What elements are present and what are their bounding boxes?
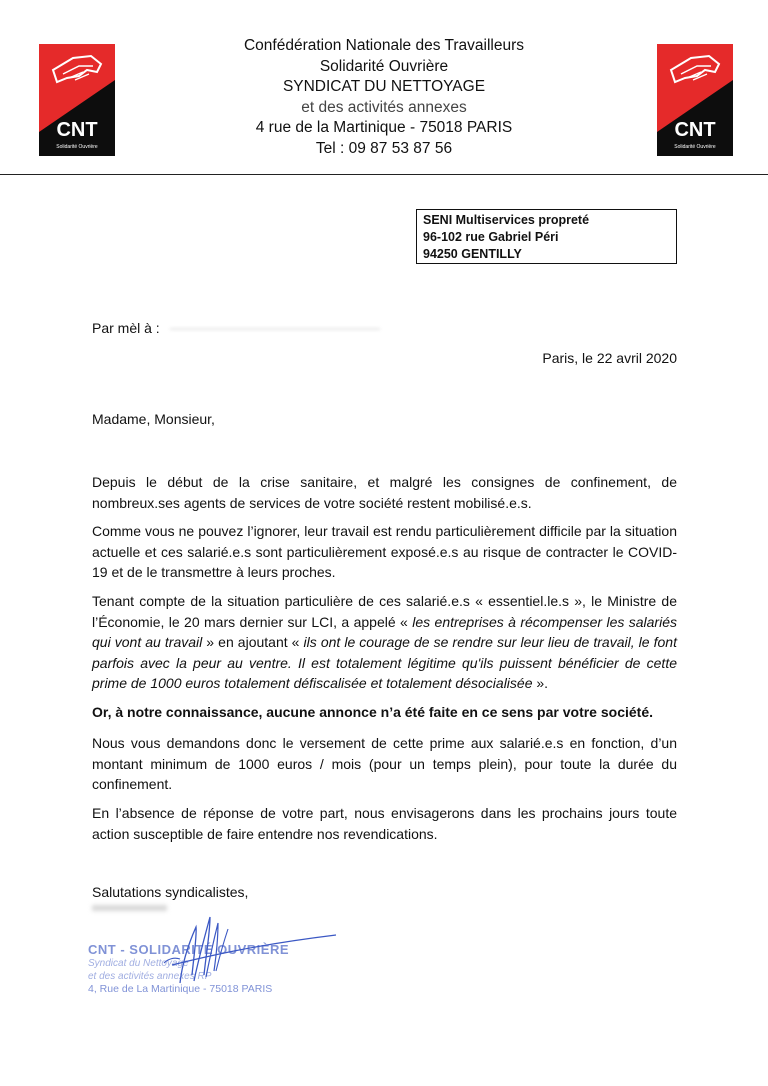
paragraph-1: Depuis le début de la crise sanitaire, et malgré les consignes de confinement, de nombreux.ses agents de services de votre société restent mobilisé.e.s. <box>92 474 677 511</box>
greeting: Madame, Monsieur, <box>92 411 215 427</box>
letterhead <box>150 36 618 159</box>
handwritten-signature <box>84 905 354 1013</box>
cnt-logo-left-subtext: Solidarité Ouvrière <box>56 144 98 150</box>
cnt-logo-right-graphic <box>657 44 733 156</box>
paragraph-3-part-a: Tenant compte de la situation particulière de ces salarié.e.s « essentiel.le.s », le Ministre de l’Économie, le 20 mars dernier sur LCI, a appelé « <box>92 593 677 630</box>
letterhead-address: 4 rue de la Martinique - 75018 PARIS <box>255 119 513 136</box>
paragraph-3-part-c: » en ajoutant « <box>202 634 304 650</box>
paragraph-3-part-e: ». <box>532 675 549 691</box>
cnt-logo-left <box>39 44 115 156</box>
cnt-logo-right-text: CNT <box>674 119 716 141</box>
stamp-address: 4, Rue de La Martinique - 75018 PARIS <box>88 983 273 995</box>
cnt-logo-right-subtext: Solidarité Ouvrière <box>674 144 716 150</box>
paragraph-3-quote-2: ils ont le courage de se rendre sur leur lieu de travail, le font parfois avec la peur au ventre. Il est totalement légitime qu'ils puissent bénéficier de cette prime de 1000 euros totalement défiscalisée et totalement désocialisée <box>92 634 677 691</box>
letterhead-line-4: et des activités annexes <box>301 98 467 116</box>
stamp-line-2: et des activités annexes RP <box>88 970 212 982</box>
paragraph-6: En l’absence de réponse de votre part, nous envisagerons dans les prochains jours toute action susceptible de faire entendre nos revendications. <box>92 805 677 842</box>
stamp-line-1: Syndicat du Nettoyage <box>88 958 189 969</box>
paragraph-5: Nous vous demandons donc le versement de cette prime aux salarié.e.s en fonction, d’un montant minimum de 1000 euros / mois (pour un temps plein), pour toute la durée du confinement. <box>92 735 677 792</box>
header-divider <box>0 174 768 175</box>
cnt-logo-left-text: CNT <box>56 119 98 141</box>
letter-date: Paris, le 22 avril 2020 <box>542 350 677 366</box>
letterhead-line-1: Confédération Nationale des Travailleurs <box>243 37 525 54</box>
paragraph-4-bold: Or, à notre connaissance, aucune annonce n’a été faite en ce sens par votre société. <box>92 704 653 720</box>
paragraph-2: Comme vous ne pouvez l’ignorer, leur travail est rendu particulièrement difficile par la situation actuelle et ces salarié.e.s sont particulièrement exposé.e.s au risque de contracter le COVID-19 et de le transmettre à leurs proches. <box>92 523 677 580</box>
recipient-name: SENI Multiservices propreté <box>423 213 590 227</box>
cnt-logo-left-graphic <box>39 44 115 156</box>
recipient-street: 96-102 rue Gabriel Péri <box>423 230 559 244</box>
cnt-logo-right <box>657 44 733 156</box>
recipient-address-box <box>416 209 677 264</box>
recipient-city: 94250 GENTILLY <box>423 247 522 261</box>
closing-salutation: Salutations syndicalistes, <box>92 884 249 900</box>
letterhead-line-2: Solidarité Ouvrière <box>319 57 449 75</box>
union-stamp <box>84 905 354 1013</box>
letterhead-phone: Tel : 09 87 53 87 56 <box>315 139 453 157</box>
redacted-email <box>170 328 380 330</box>
stamp-title: CNT - SOLIDARITÉ OUVRIÈRE <box>88 942 290 957</box>
paragraph-3 <box>92 591 677 694</box>
par-mel-label: Par mèl à : <box>92 320 160 336</box>
letterhead-line-3: SYNDICAT DU NETTOYAGE <box>282 78 486 95</box>
paragraph-3-quote-1: les entreprises à récompenser les salariés qui vont au travail <box>92 613 677 650</box>
